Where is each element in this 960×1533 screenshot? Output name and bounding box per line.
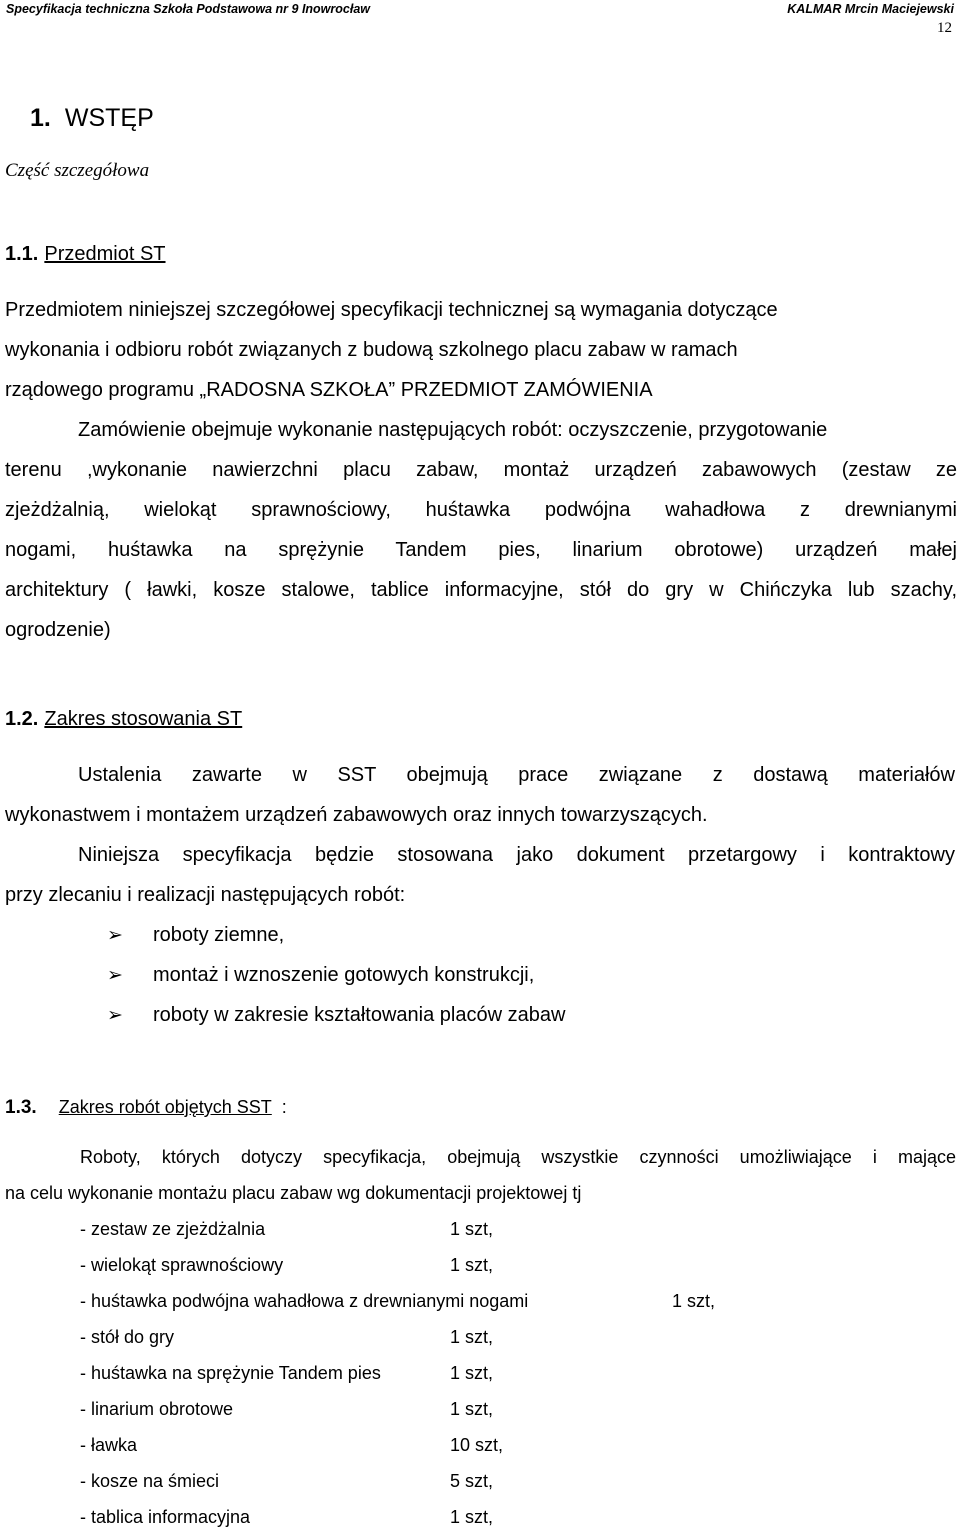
- paragraph-line: przy zlecaniu i realizacji następujących robót:: [5, 884, 406, 906]
- paragraph-line: Niniejsza specyfikacja będzie stosowana jako dokument przetargowy i kontraktowy: [78, 844, 955, 866]
- list-item-text: roboty w zakresie kształtowania placów zabaw: [153, 1004, 566, 1026]
- section-heading: [30, 104, 154, 133]
- table-row: [0, 1507, 960, 1531]
- item-label: - huśtawka podwójna wahadłowa z drewnianymi nogami: [80, 1291, 529, 1311]
- paragraph-line: Roboty, których dotyczy specyfikacja, obejmują wszystkie czynności umożliwiające i mające: [80, 1147, 956, 1167]
- item-label: - huśtawka na sprężynie Tandem pies: [80, 1363, 381, 1383]
- table-row: [0, 1327, 960, 1351]
- list-item: [107, 924, 284, 947]
- item-quantity: 1 szt,: [450, 1399, 494, 1419]
- list-item: [107, 1004, 565, 1027]
- table-row: [0, 1219, 960, 1243]
- item-label: - wielokąt sprawnościowy: [80, 1255, 284, 1275]
- paragraph-line: Ustalenia zawarte w SST obejmują prace związane z dostawą materiałów: [78, 764, 955, 786]
- item-quantity: 1 szt,: [450, 1255, 494, 1275]
- subsection-title: Zakres robót objętych SST: [58, 1097, 272, 1117]
- subsection-colon: :: [281, 1097, 287, 1117]
- table-row: [0, 1255, 960, 1279]
- subsection-heading-1-1: [5, 243, 166, 266]
- item-label: - zestaw ze zjeżdżalnia: [80, 1219, 266, 1239]
- paragraph-line: architektury ( ławki, kosze stalowe, tablice informacyjne, stół do gry w Chińczyka lub szachy,: [5, 579, 957, 601]
- paragraph-line: wykonastwem i montażem urządzeń zabawowych oraz innych towarzyszących.: [5, 804, 708, 826]
- item-quantity: 10 szt,: [450, 1435, 504, 1455]
- item-label: - linarium obrotowe: [80, 1399, 234, 1419]
- paragraph-line: na celu wykonanie montażu placu zabaw wg dokumentacji projektowej tj: [5, 1183, 582, 1203]
- section-number: 1.: [30, 104, 51, 132]
- subsection-heading-1-3: [5, 1097, 287, 1119]
- item-label: - stół do gry: [80, 1327, 175, 1347]
- paragraph-line: Przedmiotem niniejszej szczegółowej specyfikacji technicznej są wymagania dotyczące: [5, 299, 778, 321]
- subsection-heading-1-2: [5, 708, 242, 731]
- subsection-number: 1.1.: [5, 243, 39, 265]
- section-subtitle: Część szczegółowa: [5, 160, 150, 181]
- subsection-title: Przedmiot ST: [44, 243, 166, 265]
- item-quantity: 1 szt,: [450, 1219, 494, 1239]
- paragraph-line: ogrodzenie): [5, 619, 111, 641]
- item-quantity: 1 szt,: [450, 1363, 494, 1383]
- list-item-text: roboty ziemne,: [153, 924, 285, 946]
- arrow-bullet-icon: ➢: [107, 965, 123, 986]
- list-item-text: montaż i wznoszenie gotowych konstrukcji,: [153, 964, 535, 986]
- paragraph-line: rządowego programu „RADOSNA SZKOŁA” PRZEDMIOT ZAMÓWIENIA: [5, 379, 653, 401]
- list-item: [107, 964, 534, 987]
- page-number: 12: [937, 20, 952, 36]
- item-quantity: 1 szt,: [672, 1291, 716, 1311]
- item-quantity: 1 szt,: [450, 1327, 494, 1347]
- paragraph-line: terenu ,wykonanie nawierzchni placu zabaw, montaż urządzeń zabawowych (zestaw ze: [5, 459, 957, 481]
- paragraph-line: Zamówienie obejmuje wykonanie następujących robót: oczyszczenie, przygotowanie: [78, 419, 828, 441]
- paragraph-line: wykonania i odbioru robót związanych z budową szkolnego placu zabaw w ramach: [5, 339, 738, 361]
- paragraph-line: nogami, huśtawka na sprężynie Tandem pies, linarium obrotowe) urządzeń małej: [5, 539, 957, 561]
- header-right-text: KALMAR Mrcin Maciejewski: [787, 2, 954, 16]
- paragraph-line: zjeżdżalnią, wielokąt sprawnościowy, huśtawka podwójna wahadłowa z drewnianymi: [5, 499, 957, 521]
- table-row: [0, 1435, 960, 1459]
- table-row: [0, 1291, 960, 1315]
- item-label: - kosze na śmieci: [80, 1471, 220, 1491]
- subsection-number: 1.3.: [5, 1097, 37, 1118]
- arrow-bullet-icon: ➢: [107, 925, 123, 946]
- header-left-text: Specyfikacja techniczna Szkoła Podstawowa nr 9 Inowrocław: [6, 2, 371, 16]
- subsection-title: Zakres stosowania ST: [44, 708, 243, 730]
- table-row: [0, 1399, 960, 1423]
- item-label: - tablica informacyjna: [80, 1507, 251, 1527]
- subsection-number: 1.2.: [5, 708, 39, 730]
- item-quantity: 5 szt,: [450, 1471, 494, 1491]
- table-row: [0, 1471, 960, 1495]
- table-row: [0, 1363, 960, 1387]
- arrow-bullet-icon: ➢: [107, 1005, 123, 1026]
- section-title: WSTĘP: [64, 104, 154, 132]
- item-label: - ławka: [80, 1435, 138, 1455]
- item-quantity: 1 szt,: [450, 1507, 494, 1527]
